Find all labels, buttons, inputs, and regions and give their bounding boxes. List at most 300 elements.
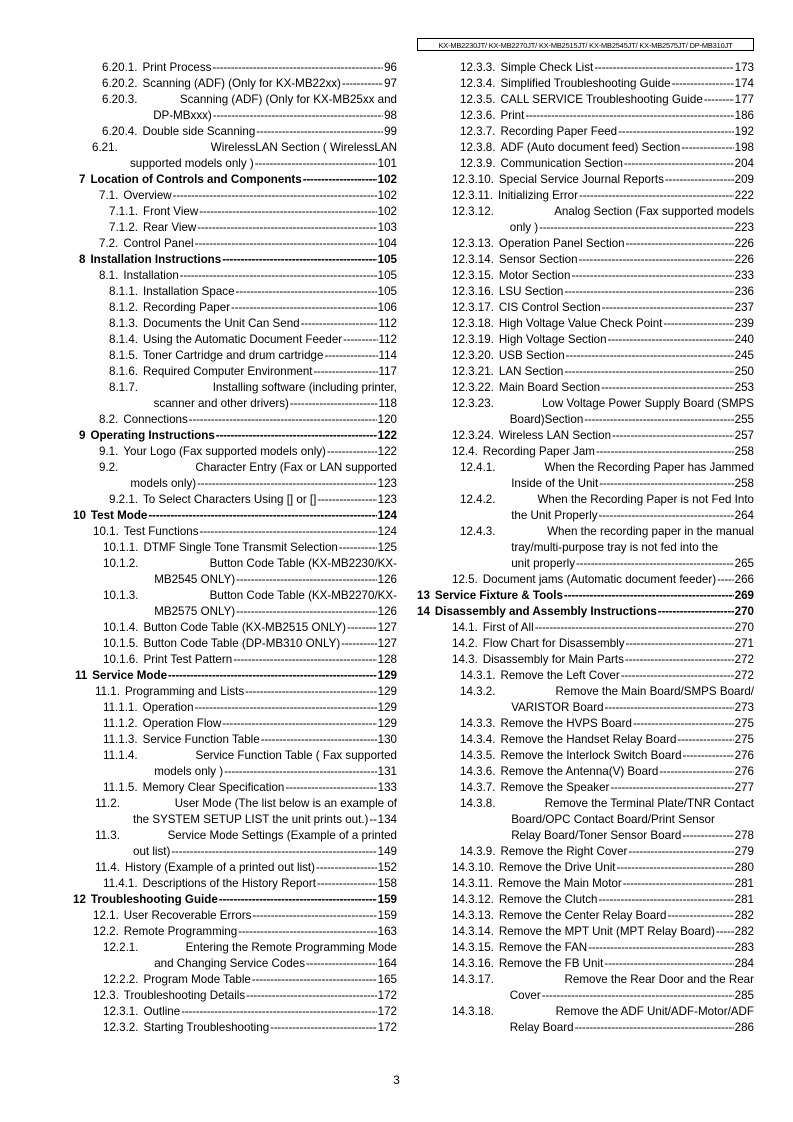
toc-entry[interactable]: [416, 716, 754, 732]
dot-leader: [564, 588, 734, 604]
toc-entry-number: 11.1.5.: [103, 781, 138, 794]
toc-entry[interactable]: [70, 748, 397, 780]
dot-leader: [610, 780, 733, 796]
toc-entry-page: 128: [377, 653, 397, 666]
dot-leader: [180, 268, 377, 284]
toc-entry-page: 101: [377, 157, 397, 170]
toc-entry-title: Toner Cartridge and drum cartridge: [143, 349, 324, 362]
toc-entry[interactable]: [416, 460, 754, 492]
toc-entry[interactable]: [70, 268, 397, 284]
toc-entry-title: DTMF Single Tone Transmit Selection: [143, 541, 338, 554]
toc-entry-title: CALL SERVICE Troubleshooting Guide: [500, 93, 703, 106]
toc-entry[interactable]: [70, 140, 397, 172]
toc-entry-page: 129: [377, 669, 397, 682]
toc-entry-page: 102: [377, 205, 397, 218]
toc-entry[interactable]: [70, 332, 397, 348]
dot-leader: [327, 444, 377, 460]
dot-leader: [171, 844, 376, 860]
dot-leader: [189, 412, 377, 428]
toc-entry-number: 12.3.12.: [452, 205, 494, 218]
toc-entry-page: 102: [377, 173, 397, 186]
dot-leader: [542, 988, 734, 1004]
toc-entry[interactable]: [70, 908, 397, 924]
toc-entry[interactable]: [416, 316, 754, 332]
toc-entry[interactable]: [416, 972, 754, 1004]
toc-entry-page: 281: [734, 877, 754, 890]
toc-entry-title: Button Code Table (DP-MB310 ONLY): [143, 637, 341, 650]
toc-entry-number: 12.3.11.: [452, 189, 494, 202]
toc-entry-page: 258: [734, 445, 754, 458]
toc-entry[interactable]: [70, 300, 397, 316]
toc-entry-number: 8.1.: [99, 269, 119, 282]
dot-leader: [628, 844, 733, 860]
toc-entry-page: 99: [384, 125, 397, 138]
toc-entry[interactable]: [416, 636, 754, 652]
toc-entry[interactable]: [70, 508, 397, 524]
toc-entry-number: 14.3.13.: [452, 909, 494, 922]
dot-leader: [148, 508, 376, 524]
toc-entry-title: Connections: [123, 413, 188, 426]
toc-entry[interactable]: [416, 940, 754, 956]
toc-entry[interactable]: [70, 556, 397, 588]
toc-entry[interactable]: [70, 412, 397, 428]
toc-entry[interactable]: [416, 908, 754, 924]
toc-entry[interactable]: [416, 684, 754, 716]
toc-entry[interactable]: [416, 620, 754, 636]
toc-entry-title: User Recoverable Errors: [123, 909, 252, 922]
dot-leader: [599, 892, 734, 908]
toc-entry-title: Board/OPC Contact Board/Print Sensor: [511, 813, 715, 826]
dot-leader: [618, 124, 734, 140]
toc-entry-title: Memory Clear Specification: [142, 781, 285, 794]
toc-entry[interactable]: [70, 252, 397, 268]
toc-entry-page: 186: [734, 109, 754, 122]
toc-entry-number: 14.3.17.: [452, 973, 494, 986]
toc-entry[interactable]: [70, 780, 397, 796]
toc-entry-number: 8.1.3.: [109, 317, 139, 330]
document-model-header: KX-MB2230JT/ KX-MB2270JT/ KX-MB2515JT/ KX-MB2545JT/ KX-MB2575JT/ DP-MB310JT: [417, 38, 754, 51]
toc-entry[interactable]: [416, 892, 754, 908]
toc-entry-title: MB2575 ONLY): [154, 605, 236, 618]
toc-entry-title: Remote Programming: [123, 925, 238, 938]
toc-entry[interactable]: [70, 972, 397, 988]
dot-leader: [677, 732, 733, 748]
toc-entry-page: 286: [734, 1021, 754, 1034]
toc-entry[interactable]: [70, 1020, 397, 1036]
toc-entry-page: 164: [377, 957, 397, 970]
toc-entry[interactable]: [70, 284, 397, 300]
dot-leader: [224, 764, 377, 780]
dot-leader: [233, 652, 376, 668]
toc-entry-title: Print: [500, 109, 525, 122]
dot-leader: [369, 812, 376, 828]
toc-entry-number: 10.1.2.: [103, 557, 139, 570]
dot-leader: [317, 492, 376, 508]
toc-entry[interactable]: [70, 60, 397, 76]
toc-entry[interactable]: [70, 188, 397, 204]
toc-entry-title: Front View: [143, 205, 199, 218]
toc-entry[interactable]: [70, 492, 397, 508]
toc-entry-title: Remove the Interlock Switch Board: [500, 749, 682, 762]
toc-entry[interactable]: [70, 204, 397, 220]
toc-entry[interactable]: [70, 540, 397, 556]
dot-leader: [564, 364, 733, 380]
dot-leader: [200, 524, 377, 540]
toc-entry[interactable]: [416, 92, 754, 108]
toc-entry-title: Scanning (ADF) (Only for KX-MB25xx and: [179, 93, 397, 106]
dot-leader: [667, 908, 733, 924]
toc-entry[interactable]: [416, 780, 754, 796]
dot-leader: [173, 188, 377, 204]
toc-entry-title: Low Voltage Power Supply Board (SMPS: [541, 397, 754, 410]
toc-entry-number: 14.3.11.: [452, 877, 494, 890]
dot-leader: [252, 972, 377, 988]
dot-leader: [617, 860, 734, 876]
toc-entry[interactable]: [416, 300, 754, 316]
toc-entry-title: scanner and other drivers): [153, 397, 289, 410]
toc-entry[interactable]: [416, 156, 754, 172]
toc-entry-title: Starting Troubleshooting: [143, 1021, 270, 1034]
toc-entry-number: 12.3.20.: [452, 349, 494, 362]
dot-leader: [197, 476, 377, 492]
toc-entry-title: Entering the Remote Programming Mode: [185, 941, 397, 954]
toc-entry-number: 10.1.1.: [103, 541, 139, 554]
toc-entry[interactable]: [70, 172, 397, 188]
toc-entry-page: 106: [377, 301, 397, 314]
toc-entry-title: Cover: [509, 989, 541, 1002]
toc-entry-page: 118: [378, 397, 397, 410]
toc-entry[interactable]: [416, 172, 754, 188]
toc-entry[interactable]: [416, 860, 754, 876]
toc-entry-number: 14.3.5.: [460, 749, 496, 762]
toc-entry-number: 6.20.3.: [102, 93, 138, 106]
toc-entry-title: Service Fixture & Tools: [434, 589, 563, 602]
toc-entry[interactable]: [70, 588, 397, 620]
toc-entry-number: 9.2.1.: [109, 493, 139, 506]
toc-entry-number: 12.4.: [452, 445, 478, 458]
toc-entry-number: 12.3.22.: [452, 381, 494, 394]
dot-leader: [579, 252, 734, 268]
toc-entry-page: 257: [734, 429, 754, 442]
dot-leader: [596, 444, 734, 460]
toc-entry[interactable]: [416, 524, 754, 572]
toc-entry-title: Test Functions: [123, 525, 199, 538]
dot-leader: [535, 620, 734, 636]
toc-entry-page: 282: [734, 925, 754, 938]
toc-entry-title: Sensor Section: [498, 253, 578, 266]
toc-entry-title: Remove the ADF Unit/ADF-Motor/ADF: [555, 1005, 754, 1018]
toc-entry-title: Documents the Unit Can Send: [143, 317, 300, 330]
toc-entry-page: 127: [377, 637, 397, 650]
toc-entry-title: LAN Section: [498, 365, 564, 378]
toc-entry-title: Button Code Table (KX-MB2230/KX-: [209, 557, 397, 570]
toc-entry-title: When the Recording Paper has Jammed: [544, 461, 754, 474]
dot-leader: [683, 748, 734, 764]
dot-leader: [663, 316, 733, 332]
toc-entry-page: 125: [377, 541, 397, 554]
dot-leader: [665, 172, 734, 188]
toc-entry[interactable]: [416, 140, 754, 156]
toc-entry-number: 12.2.1.: [103, 941, 139, 954]
toc-entry[interactable]: [416, 396, 754, 428]
toc-entry-title: Installation Space: [143, 285, 235, 298]
toc-entry-page: 277: [734, 781, 754, 794]
toc-entry-page: 236: [734, 285, 754, 298]
toc-entry[interactable]: [70, 700, 397, 716]
toc-entry[interactable]: [416, 492, 754, 524]
toc-entry[interactable]: [70, 924, 397, 940]
toc-entry[interactable]: [416, 604, 754, 620]
toc-entry[interactable]: [416, 1004, 754, 1036]
dot-leader: [252, 908, 376, 924]
toc-entry[interactable]: [70, 860, 397, 876]
toc-entry-number: 7.1.: [99, 189, 119, 202]
toc-entry[interactable]: [70, 892, 397, 908]
toc-entry[interactable]: [416, 652, 754, 668]
toc-entry-title: Overview: [123, 189, 172, 202]
toc-entry[interactable]: [416, 380, 754, 396]
toc-entry-page: 105: [377, 253, 397, 266]
toc-entry-title: When the recording paper in the manual: [547, 525, 754, 538]
toc-entry-title: Character Entry (Fax or LAN supported: [195, 461, 397, 474]
toc-entry-page: 127: [377, 621, 397, 634]
toc-entry[interactable]: [70, 316, 397, 332]
toc-entry-page: 264: [734, 509, 754, 522]
toc-entry[interactable]: [416, 252, 754, 268]
toc-entry-title: USB Section: [498, 349, 565, 362]
dot-leader: [213, 108, 383, 124]
toc-entry[interactable]: [70, 380, 397, 412]
dot-leader: [195, 700, 377, 716]
dot-leader: [256, 124, 383, 140]
toc-entry[interactable]: [416, 332, 754, 348]
toc-entry-title: Location of Controls and Components: [90, 173, 302, 186]
dot-leader: [584, 412, 733, 428]
toc-entry-page: 275: [734, 733, 754, 746]
toc-entry-title: Control Panel: [123, 237, 194, 250]
dot-leader: [608, 332, 734, 348]
dot-leader: [341, 636, 376, 652]
toc-entry-page: 129: [377, 701, 397, 714]
toc-entry[interactable]: [70, 364, 397, 380]
toc-entry-title: Troubleshooting Guide: [90, 893, 218, 906]
toc-entry-page: 112: [378, 317, 397, 330]
dot-leader: [342, 76, 383, 92]
dot-leader: [658, 604, 734, 620]
toc-entry[interactable]: [416, 236, 754, 252]
toc-entry-page: 273: [734, 701, 754, 714]
toc-entry-title: History (Example of a printed out list): [124, 861, 316, 874]
toc-entry-title: Communication Section: [500, 157, 623, 170]
toc-entry-title: ADF (Auto document feed) Section: [500, 141, 681, 154]
toc-entry[interactable]: [70, 652, 397, 668]
toc-entry[interactable]: [70, 124, 397, 140]
dot-leader: [594, 60, 733, 76]
toc-entry-title: Descriptions of the History Report: [142, 877, 316, 890]
toc-entry[interactable]: [416, 956, 754, 972]
toc-entry[interactable]: [70, 220, 397, 236]
toc-entry-number: 6.20.4.: [102, 125, 138, 138]
toc-entry-title: Remove the HVPS Board: [500, 717, 632, 730]
toc-entry-number: 12.2.2.: [103, 973, 139, 986]
toc-entry[interactable]: [70, 940, 397, 972]
toc-entry-number: 6.21.: [92, 141, 118, 154]
toc-entry-number: 11.1.2.: [103, 717, 138, 730]
toc-entry[interactable]: [70, 1004, 397, 1020]
toc-entry-page: 204: [734, 157, 754, 170]
toc-entry[interactable]: [70, 668, 397, 684]
toc-entry-page: 149: [377, 845, 397, 858]
toc-entry-page: 123: [377, 477, 397, 490]
dot-leader: [626, 636, 734, 652]
toc-entry[interactable]: [70, 444, 397, 460]
toc-entry-title: Operation: [142, 701, 194, 714]
dot-leader: [261, 732, 377, 748]
toc-entry[interactable]: [416, 748, 754, 764]
toc-entry-page: 278: [734, 829, 754, 842]
toc-entry-page: 223: [734, 221, 754, 234]
dot-leader: [564, 284, 733, 300]
toc-entry-number: 12.3.2.: [103, 1021, 139, 1034]
toc-entry[interactable]: [416, 124, 754, 140]
toc-entry-page: 272: [734, 653, 754, 666]
toc-entry[interactable]: [416, 268, 754, 284]
dot-leader: [199, 204, 376, 220]
toc-entry[interactable]: [70, 732, 397, 748]
dot-leader: [316, 860, 377, 876]
toc-entry-title: Your Logo (Fax supported models only): [123, 445, 326, 458]
toc-entry[interactable]: [416, 428, 754, 444]
toc-entry[interactable]: [416, 204, 754, 236]
toc-entry-page: 126: [377, 573, 397, 586]
toc-entry-number: 12: [73, 893, 86, 906]
toc-entry[interactable]: [416, 668, 754, 684]
toc-entry-number: 12.4.2.: [460, 493, 496, 506]
dot-leader: [285, 780, 376, 796]
dot-leader: [625, 652, 734, 668]
toc-entry-number: 11: [75, 669, 88, 682]
dot-leader: [301, 316, 378, 332]
toc-entry-number: 14.3.1.: [460, 669, 496, 682]
toc-entry-number: 12.3.9.: [460, 157, 496, 170]
dot-leader: [602, 300, 734, 316]
toc-entry[interactable]: [70, 684, 397, 700]
toc-entry-page: 112: [378, 333, 397, 346]
toc-entry-page: 120: [377, 413, 397, 426]
toc-entry-title: Remove the Main Board/SMPS Board/: [555, 685, 754, 698]
toc-entry-number: 14.1.: [452, 621, 478, 634]
toc-entry[interactable]: [416, 364, 754, 380]
toc-entry-page: 163: [377, 925, 397, 938]
toc-entry-number: 8.1.6.: [109, 365, 139, 378]
toc-entry-page: 266: [734, 573, 754, 586]
toc-entry[interactable]: [70, 828, 397, 860]
toc-entry[interactable]: [70, 76, 397, 92]
toc-entry-page: 258: [734, 477, 754, 490]
toc-entry[interactable]: [416, 796, 754, 844]
toc-entry-title: Document jams (Automatic document feeder): [482, 573, 717, 586]
toc-entry[interactable]: [70, 620, 397, 636]
toc-entry[interactable]: [70, 524, 397, 540]
toc-entry-number: 8: [79, 253, 86, 266]
toc-entry-title: Required Computer Environment: [143, 365, 313, 378]
dot-leader: [168, 668, 377, 684]
toc-entry[interactable]: [70, 236, 397, 252]
toc-entry-title: Rear View: [143, 221, 197, 234]
toc-entry-title: Remove the Terminal Plate/TNR Contact: [544, 797, 754, 810]
toc-entry[interactable]: [70, 876, 397, 892]
dot-leader: [236, 604, 376, 620]
toc-entry[interactable]: [416, 188, 754, 204]
toc-entry-title: supported models only ): [130, 157, 254, 170]
toc-entry-title: Remove the FAN: [498, 941, 588, 954]
toc-entry-page: 222: [734, 189, 754, 202]
toc-entry[interactable]: [70, 716, 397, 732]
toc-entry[interactable]: [416, 108, 754, 124]
toc-entry[interactable]: [416, 924, 754, 940]
toc-entry[interactable]: [416, 444, 754, 460]
toc-entry[interactable]: [70, 988, 397, 1004]
toc-entry[interactable]: [416, 60, 754, 76]
toc-entry-number: 7.1.2.: [109, 221, 139, 234]
toc-entry[interactable]: [70, 796, 397, 828]
toc-entry[interactable]: [416, 76, 754, 92]
toc-entry-number: 11.1.1.: [103, 701, 138, 714]
toc-entry[interactable]: [416, 844, 754, 860]
toc-entry-page: 117: [378, 365, 397, 378]
toc-entry-number: 12.3.16.: [452, 285, 494, 298]
toc-entry-title: Remove the Main Motor: [498, 877, 622, 890]
toc-entry[interactable]: [416, 572, 754, 588]
dot-leader: [623, 876, 734, 892]
toc-entry-number: 11.4.1.: [103, 877, 138, 890]
toc-entry[interactable]: [416, 348, 754, 364]
toc-entry-title: out list): [133, 845, 171, 858]
toc-entry-title: only ): [509, 221, 539, 234]
toc-entry[interactable]: [70, 428, 397, 444]
toc-entry[interactable]: [416, 764, 754, 780]
toc-entry[interactable]: [70, 460, 397, 492]
toc-entry-number: 11.3.: [95, 829, 120, 842]
toc-entry-title: Main Board Section: [498, 381, 601, 394]
toc-entry[interactable]: [416, 732, 754, 748]
toc-entry-page: 226: [734, 253, 754, 266]
toc-entry-number: 11.1.3.: [103, 733, 138, 746]
toc-entry[interactable]: [416, 284, 754, 300]
toc-entry-page: 276: [734, 749, 754, 762]
toc-entry[interactable]: [416, 588, 754, 604]
toc-entry-title: Program Mode Table: [143, 973, 251, 986]
toc-entry[interactable]: [416, 876, 754, 892]
toc-entry[interactable]: [70, 636, 397, 652]
toc-entry-page: 271: [734, 637, 754, 650]
toc-entry-page: 192: [734, 125, 754, 138]
toc-entry-number: 10.1.: [93, 525, 119, 538]
toc-entry-number: 13: [417, 589, 430, 602]
toc-entry-number: 12.3.23.: [452, 397, 494, 410]
dot-leader: [682, 828, 733, 844]
toc-entry-number: 12.3.24.: [452, 429, 494, 442]
toc-entry-number: 12.3.21.: [452, 365, 494, 378]
toc-entry[interactable]: [70, 348, 397, 364]
toc-entry-title: Operation Flow: [142, 717, 222, 730]
toc-entry-page: 159: [377, 893, 397, 906]
dot-leader: [716, 924, 734, 940]
toc-entry[interactable]: [70, 92, 397, 124]
toc-entry-number: 12.4.1.: [460, 461, 496, 474]
toc-entry-number: 14.3.2.: [460, 685, 496, 698]
dot-leader: [588, 940, 733, 956]
